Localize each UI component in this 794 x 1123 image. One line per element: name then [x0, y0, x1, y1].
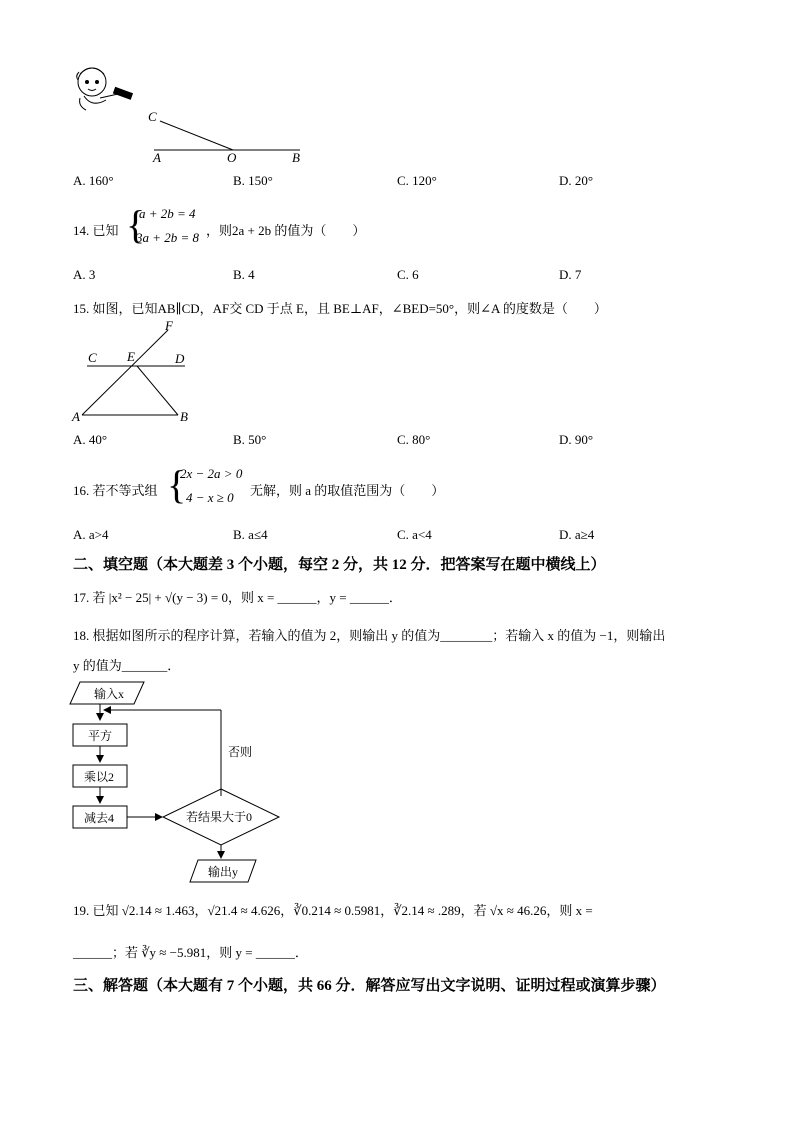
- q15-label-e: E: [127, 349, 135, 364]
- q14-number: 14. 已知: [73, 223, 119, 238]
- q15-label-d: D: [175, 351, 185, 366]
- q15-label-b: B: [180, 409, 188, 424]
- q15-question: 15. 如图，已知AB∥CD，AF交 CD 于点 E，且 BE⊥AF，∠BED=50°，则∠A 的度数是（ ）: [73, 301, 607, 316]
- q17-question: 17. 若 |x² − 25| + √(y − 3) = 0，则 x = ______，y = ______．: [73, 590, 402, 605]
- q13-label-c: C: [148, 109, 157, 124]
- q16-option-d[interactable]: D. a≥4: [559, 527, 595, 542]
- q14-equation-2: 3a + 2b = 8: [136, 230, 200, 245]
- q13-ray-oc: [160, 121, 233, 150]
- flow-decision-label: 若结果大于0: [186, 810, 253, 824]
- q13-option-d[interactable]: D. 20°: [559, 173, 594, 188]
- q14-option-b[interactable]: B. 4: [233, 267, 255, 282]
- flow-step-multiply: 乘以2: [84, 770, 115, 784]
- q19-question-line-1: 19. 已知 √2.14 ≈ 1.463，√21.4 ≈ 4.626，∛0.214 ≈ 0.5981，∛2.14 ≈ .289，若 √x ≈ 46.26，则 x =: [73, 903, 593, 918]
- q15-option-b[interactable]: B. 50°: [233, 432, 267, 447]
- q16-question-rest: 无解，则 a 的取值范围为（ ）: [250, 483, 445, 498]
- q16-inequality-1: 2x − 2a > 0: [180, 466, 243, 481]
- q13-figure: [70, 60, 330, 170]
- q14-question-rest: ，则2a + 2b 的值为（ ）: [206, 223, 366, 238]
- q16-option-a[interactable]: A. a>4: [73, 527, 109, 542]
- flow-input-label: 输入x: [94, 687, 125, 701]
- q18-question-line-2: y 的值为_______．: [73, 658, 181, 673]
- q13-label-o: O: [227, 150, 237, 165]
- q14-brace: {: [126, 202, 146, 247]
- q15-label-c: C: [88, 350, 97, 365]
- q13-option-c[interactable]: C. 120°: [397, 173, 437, 188]
- q18-question-line-1: 18. 根据如图所示的程序计算，若输入的值为 2，则输出 y 的值为________；若输入 x 的值为 −1，则输出: [73, 628, 666, 643]
- q14-option-c[interactable]: C. 6: [397, 267, 419, 282]
- cartoon-observer-icon: [77, 68, 133, 110]
- q15-option-d[interactable]: D. 90°: [559, 432, 594, 447]
- q14-option-d[interactable]: D. 7: [559, 267, 582, 282]
- q19-question-line-2: ______；若 ∛y ≈ −5.981，则 y = ______．: [73, 945, 308, 960]
- q15-figure: [70, 318, 210, 428]
- q15-option-c[interactable]: C. 80°: [397, 432, 431, 447]
- section-2-heading: 二、填空题（本大题差 3 个小题，每空 2 分，共 12 分．把答案写在题中横线上）: [73, 557, 606, 573]
- q15-label-f: F: [165, 318, 173, 333]
- q16-number: 16. 若不等式组: [73, 483, 158, 498]
- flow-else-label: 否则: [228, 745, 253, 759]
- q13-option-a[interactable]: A. 160°: [73, 173, 114, 188]
- q16-brace: {: [167, 462, 187, 507]
- q15-option-a[interactable]: A. 40°: [73, 432, 108, 447]
- flow-step-subtract: 减去4: [84, 811, 115, 825]
- flow-output-label: 输出y: [208, 865, 239, 879]
- section-3-heading: 三、解答题（本大题有 7 个小题，共 66 分．解答应写出文字说明、证明过程或演算步骤）: [73, 978, 666, 994]
- q16-option-c[interactable]: C. a<4: [397, 527, 432, 542]
- q14-equation-1: a + 2b = 4: [139, 206, 196, 221]
- q13-option-b[interactable]: B. 150°: [233, 173, 273, 188]
- q13-label-a: A: [153, 150, 161, 165]
- q16-option-b[interactable]: B. a≤4: [233, 527, 268, 542]
- flow-step-square: 平方: [88, 729, 113, 743]
- q15-label-a: A: [72, 409, 80, 424]
- q13-label-b: B: [292, 150, 300, 165]
- q14-option-a[interactable]: A. 3: [73, 267, 96, 282]
- q18-flowchart: [68, 678, 288, 888]
- q16-inequality-2: 4 − x ≥ 0: [186, 490, 234, 505]
